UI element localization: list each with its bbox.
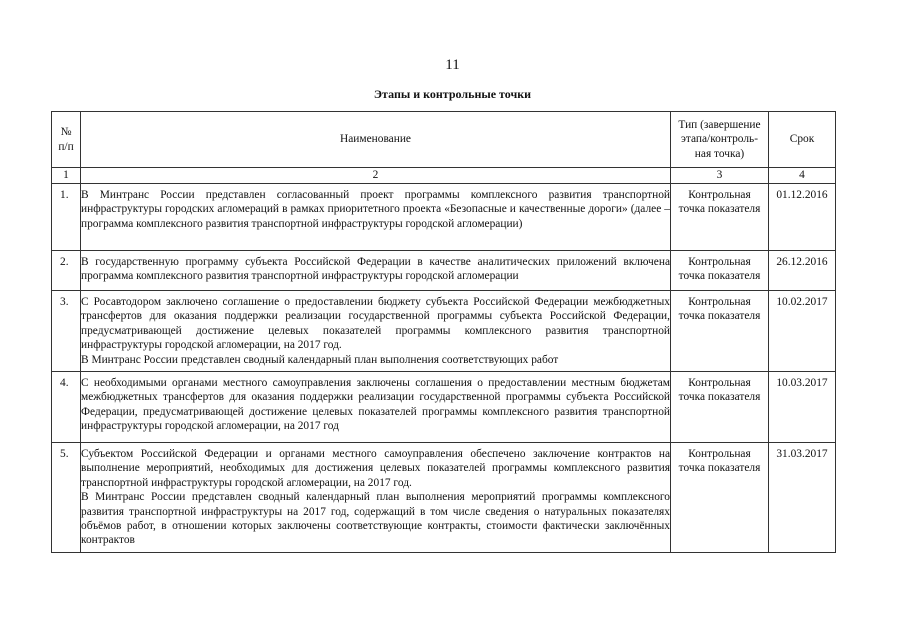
header-date: Срок (769, 112, 836, 168)
table-row (52, 372, 836, 443)
row-date: 01.12.2016 (769, 184, 836, 251)
table-row (52, 443, 836, 553)
table-row (52, 291, 836, 372)
row-number: 3. (52, 291, 81, 372)
column-index: 4 (769, 168, 836, 184)
row-number: 1. (52, 184, 81, 251)
row-name: С необходимыми органами местного самоуправления заключены соглашения о предоставлении местным бюджетам межбюджетных трансфертов для оказания поддержки реализации государственной программы субъекта Российской Федерации, предусматривающей достижение целевых показателей программы комплексного развития транспортной инфраструктуры городской агломерации, на 2017 год (81, 372, 671, 443)
row-number: 4. (52, 372, 81, 443)
header-name: Наименование (81, 112, 671, 168)
row-type: Контрольная точка показателя (671, 291, 769, 372)
column-index: 1 (52, 168, 81, 184)
table-row (52, 251, 836, 291)
column-index: 2 (81, 168, 671, 184)
row-name: В государственную программу субъекта Российской Федерации в качестве аналитических приложений включена программа комплексного развития транспортной инфраструктуры городской агломерации (81, 251, 671, 291)
header-row (52, 112, 836, 168)
row-name: В Минтранс России представлен согласованный проект программы комплексного развития транспортной инфраструктуры городских агломераций в рамках приоритетного проекта «Безопасные и качественные дороги» (далее – программа комплексного развития транспортной инфраструктуры городской агломерации) (81, 184, 671, 251)
row-date: 10.03.2017 (769, 372, 836, 443)
stages-table (51, 111, 836, 553)
row-date: 31.03.2017 (769, 443, 836, 553)
row-name: Субъектом Российской Федерации и органами местного самоуправления обеспечено заключение контрактов на выполнение мероприятий, необходимых для достижения целевых показателей программы комплексного развития транспортной инфраструктуры городской агломерации, на 2017 год. В Минтранс России представлен сводный календарный план выполнения мероприятий программы комплексного развития транспортной инфраструктуры на 2017 год, содержащий в том числе сведения о натуральных показателях объёмов работ, в отношении которых заключены соответствующие контракты, стоимости фактически заключённых контрактов (81, 443, 671, 553)
row-type: Контрольная точка показателя (671, 184, 769, 251)
row-type: Контрольная точка показателя (671, 443, 769, 553)
header-num: № п/п (52, 112, 81, 168)
row-date: 10.02.2017 (769, 291, 836, 372)
header-type: Тип (завершение этапа/контроль- ная точка) (671, 112, 769, 168)
page-number: 11 (445, 57, 460, 73)
row-type: Контрольная точка показателя (671, 251, 769, 291)
row-name: С Росавтодором заключено соглашение о предоставлении бюджету субъекта Российской Федерации межбюджетных трансфертов для оказания поддержки реализации государственной программы субъекта Российской Федерации, предусматривающей достижение целевых показателей программы комплексного развития транспортной инфраструктуры городской агломерации, на 2017 год. В Минтранс России представлен сводный календарный план выполнения соответствующих работ (81, 291, 671, 372)
column-index-row (52, 168, 836, 184)
row-number: 2. (52, 251, 81, 291)
section-title: Этапы и контрольные точки (373, 87, 532, 101)
column-index: 3 (671, 168, 769, 184)
row-date: 26.12.2016 (769, 251, 836, 291)
row-number: 5. (52, 443, 81, 553)
table-row (52, 184, 836, 251)
row-type: Контрольная точка показателя (671, 372, 769, 443)
